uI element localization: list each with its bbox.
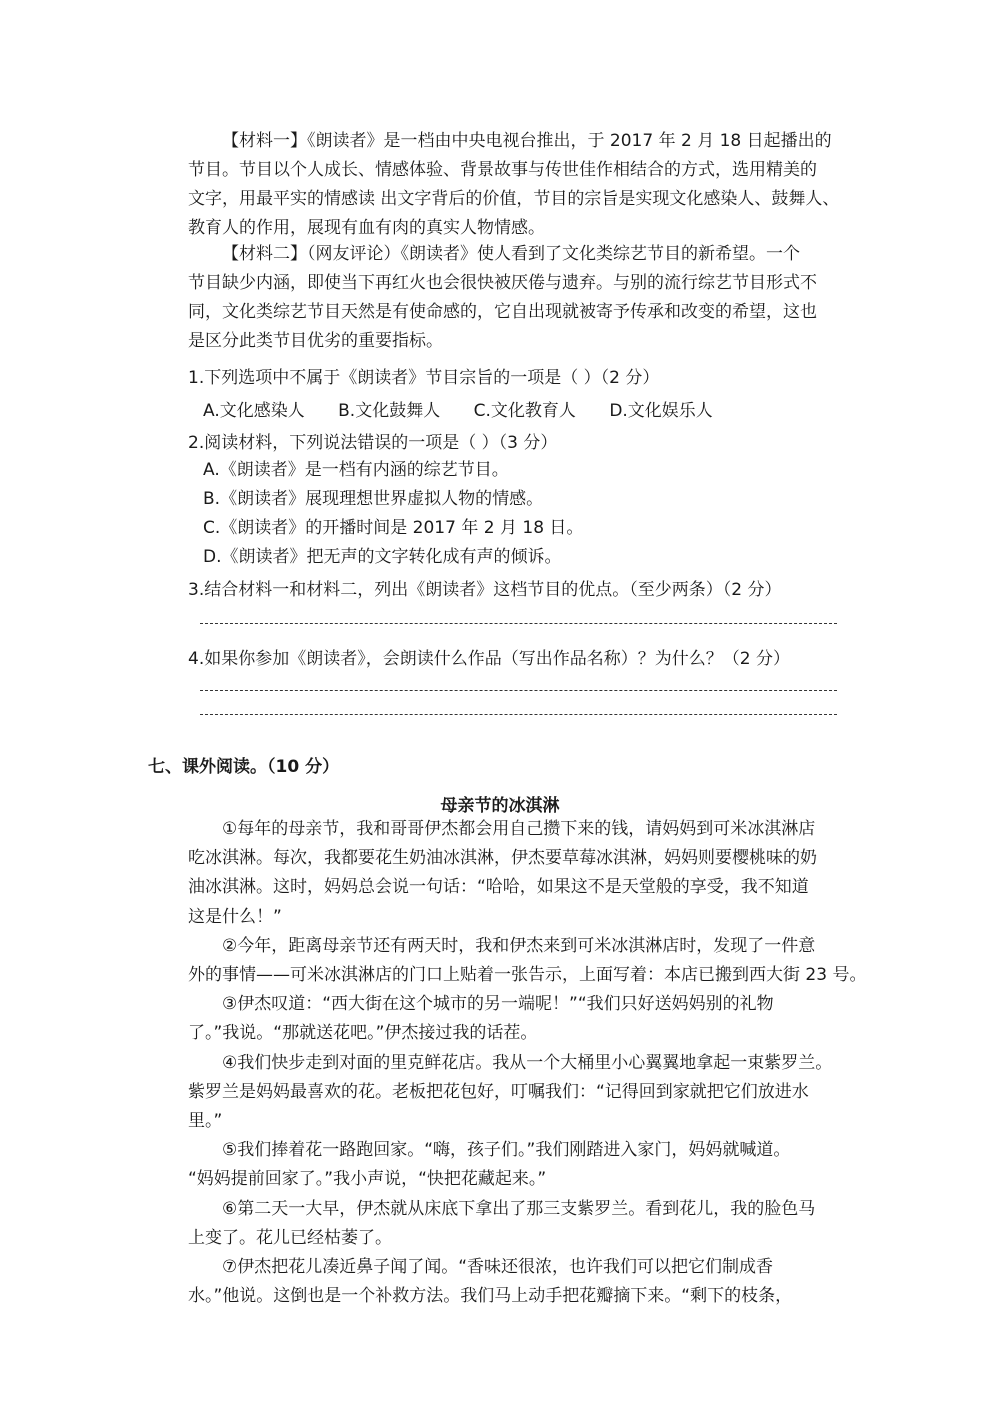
section-heading: 七、课外阅读。（10 分） (148, 757, 340, 777)
story-line: 里。” (188, 1111, 223, 1132)
story-line: 这是什么！” (188, 906, 282, 927)
story-line: 吃冰淇淋。每次，我都要花生奶油冰淇淋，伊杰要草莓冰淇淋，妈妈则要樱桃味的奶 (188, 848, 817, 869)
answer-line-q4-2[interactable] (200, 714, 837, 715)
story-title: 母亲节的冰淇淋 (440, 796, 560, 816)
story-line: ①每年的母亲节，我和哥哥伊杰都会用自己攒下来的钱，请妈妈到可米冰淇淋店 (222, 819, 816, 839)
material-two (188, 240, 838, 356)
option-b[interactable]: B.文化鼓舞人 (338, 401, 441, 421)
story-line: 外的事情——可米冰淇淋店的门口上贴着一张告示，上面写着：本店已搬到西大街 23 号。 (188, 965, 867, 986)
option-d[interactable]: D.《朗读者》把无声的文字转化成有声的倾诉。 (203, 547, 562, 567)
story-line: ④我们快步走到对面的里克鲜花店。我从一个大桶里小心翼翼地拿起一束紫罗兰。 (222, 1052, 833, 1073)
question-1-options (203, 396, 741, 421)
material-one (188, 127, 838, 243)
story-line: 油冰淇淋。这时，妈妈总会说一句话：“哈哈，如果这不是天堂般的享受，我不知道 (188, 877, 809, 898)
story-line: ⑥第二天一大早，伊杰就从床底下拿出了那三支紫罗兰。看到花儿，我的脸色马 (222, 1198, 816, 1219)
story-line: 紫罗兰是妈妈最喜欢的花。老板把花包好，叮嘱我们：“记得回到家就把它们放进水 (188, 1081, 809, 1102)
story-line: ⑤我们捧着花一路跑回家。“嗨，孩子们。”我们刚踏进入家门，妈妈就喊道。 (222, 1140, 791, 1161)
option-d[interactable]: D.文化娱乐人 (609, 401, 713, 421)
question-4 (188, 645, 848, 674)
question-1 (188, 364, 848, 393)
answer-line-q3[interactable] (200, 623, 837, 624)
question-2-options (203, 456, 583, 572)
material-two-line: 是区分此类节目优劣的重要指标。 (188, 331, 443, 351)
question-2 (188, 429, 848, 458)
question-3-stem: 3.结合材料一和材料二，列出《朗读者》这档节目的优点。（至少两条）（2 分） (188, 580, 782, 600)
answer-line-q4-1[interactable] (200, 690, 837, 691)
material-one-line: 教育人的作用，展现有血有肉的真实人物情感。 (188, 218, 545, 238)
material-one-line: 文字，用最平实的情感读 出文字背后的价值，节目的宗旨是实现文化感染人、鼓舞人、 (188, 189, 840, 209)
story-line: 水。”他说。这倒也是一个补救方法。我们马上动手把花瓣摘下来。“剩下的枝条， (188, 1286, 793, 1307)
option-c[interactable]: C.文化教育人 (473, 401, 576, 421)
story-line: ②今年，距离母亲节还有两天时，我和伊杰来到可米冰淇淋店时，发现了一件意 (222, 935, 816, 956)
question-2-stem: 2.阅读材料，下列说法错误的一项是（ ）（3 分） (188, 433, 558, 453)
story-line: “妈妈提前回家了。”我小声说，“快把花藏起来。” (188, 1169, 547, 1190)
option-a[interactable]: A.文化感染人 (203, 401, 305, 421)
option-a[interactable]: A.《朗读者》是一档有内涵的综艺节目。 (203, 460, 509, 480)
story-line: 上变了。花儿已经枯萎了。 (188, 1227, 392, 1248)
material-one-line: 【材料一】《朗读者》是一档由中央电视台推出，于 2017 年 2 月 18 日起播出的 (222, 131, 832, 151)
story-body (188, 815, 867, 1311)
story-line: ③伊杰叹道：“西大街在这个城市的另一端呢！”“我们只好送妈妈别的礼物 (222, 994, 774, 1015)
material-one-line: 节目。节目以个人成长、情感体验、背景故事与传世佳作相结合的方式，选用精美的 (188, 160, 817, 180)
material-two-line: 同，文化类综艺节目天然是有使命感的，它自出现就被寄予传承和改变的希望，这也 (188, 302, 817, 322)
question-1-stem: 1.下列选项中不属于《朗读者》节目宗旨的一项是（ ）（2 分） (188, 368, 660, 388)
question-3 (188, 576, 848, 605)
material-two-line: 【材料二】（网友评论）《朗读者》使人看到了文化类综艺节目的新希望。一个 (222, 244, 800, 264)
question-4-stem: 4.如果你参加《朗读者》，会朗读什么作品（写出作品名称）？为什么？（2 分） (188, 649, 790, 669)
option-b[interactable]: B.《朗读者》展现理想世界虚拟人物的情感。 (203, 489, 544, 509)
option-c[interactable]: C.《朗读者》的开播时间是 2017 年 2 月 18 日。 (203, 518, 584, 538)
story-line: 了。”我说。“那就送花吧。”伊杰接过我的话茬。 (188, 1023, 538, 1044)
story-line: ⑦伊杰把花儿凑近鼻子闻了闻。“香味还很浓，也许我们可以把它们制成香 (222, 1257, 774, 1278)
material-two-line: 节目缺少内涵，即使当下再红火也会很快被厌倦与遗弃。与别的流行综艺节目形式不 (188, 273, 817, 293)
